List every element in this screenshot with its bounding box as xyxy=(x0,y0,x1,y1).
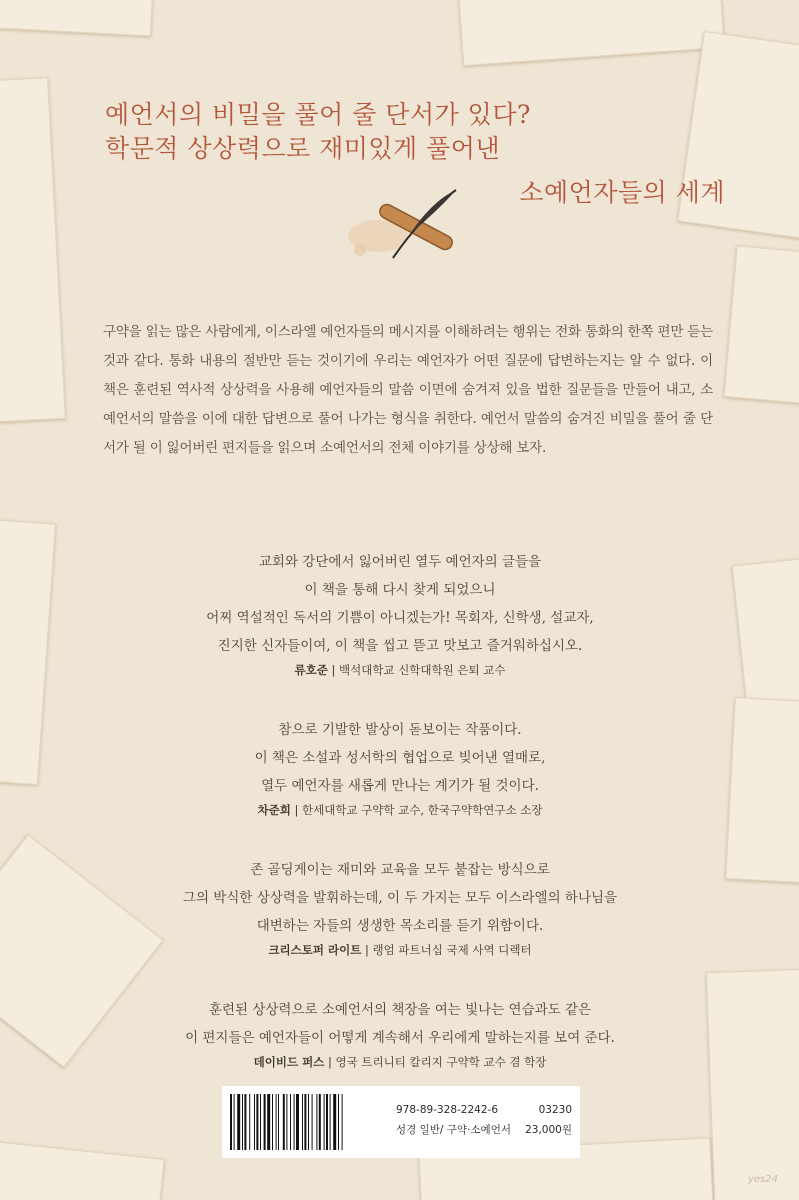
endorser-affiliation: 백석대학교 신학대학원 은퇴 교수 xyxy=(339,663,506,677)
endorsement xyxy=(80,996,720,1070)
endorser-name: 데이비드 퍼스 xyxy=(253,1055,325,1069)
endorser-attribution: 류호준 | 백석대학교 신학대학원 은퇴 교수 xyxy=(294,663,506,677)
quote-line: 이 책은 소설과 성서학의 협업으로 빚어낸 열매로, xyxy=(254,750,546,766)
book-price: 23,000원 xyxy=(525,1124,572,1136)
endorser-affiliation: 한세대학교 구약학 교수, 한국구약학연구소 소장 xyxy=(302,803,543,817)
quill-scroll-illustration xyxy=(338,186,468,276)
headline-line-1: 예언서의 비밀을 풀어 줄 단서가 있다? xyxy=(105,100,531,129)
quote-line: 열두 예언자를 새롭게 만나는 계기가 될 것이다. xyxy=(261,778,539,794)
isbn-info xyxy=(396,1100,572,1140)
endorsement xyxy=(80,548,720,678)
isbn-number: 978-89-328-2242-6 xyxy=(396,1104,499,1116)
quote-line: 훈련된 상상력으로 소예언서의 책장을 여는 빛나는 연습과도 같은 xyxy=(208,1002,592,1018)
endorser-name: 크리스토퍼 라이트 xyxy=(268,943,362,957)
quote-line: 참으로 기발한 발상이 돋보이는 작품이다. xyxy=(278,722,522,738)
barcode-panel xyxy=(222,1086,580,1158)
endorsements xyxy=(80,548,720,1108)
quote-line: 그의 박식한 상상력을 발휘하는데, 이 두 가지는 모두 이스라엘의 하나님을 xyxy=(182,890,618,906)
endorsement xyxy=(80,856,720,958)
quote-line: 이 책을 통해 다시 찾게 되었으니 xyxy=(304,582,496,598)
quote-line: 교회와 강단에서 잃어버린 열두 예언자의 글들을 xyxy=(258,554,542,570)
endorser-affiliation: 영국 트리니티 칼리지 구약학 교수 겸 학장 xyxy=(335,1055,547,1069)
additional-code: 03230 xyxy=(538,1104,572,1116)
quote-line: 어찌 역설적인 독서의 기쁨이 아니겠는가! 목회자, 신학생, 설교자, xyxy=(206,610,594,626)
endorser-attribution: 데이비드 퍼스 | 영국 트리니티 칼리지 구약학 교수 겸 학장 xyxy=(253,1055,547,1069)
book-category: 성경 일반/ 구약·소예언서 xyxy=(396,1124,511,1136)
quote-line: 대변하는 자들의 생생한 목소리를 듣기 위함이다. xyxy=(256,918,544,934)
watermark: yes24 xyxy=(748,1174,779,1185)
endorser-name: 류호준 xyxy=(294,663,328,677)
barcode-image xyxy=(230,1094,382,1150)
endorser-affiliation: 랭엄 파트너십 국제 사역 디렉터 xyxy=(372,943,532,957)
endorser-name: 차준희 xyxy=(257,803,291,817)
headline-line-3: 소예언자들의 세계 xyxy=(519,178,725,207)
quote-line: 이 편지들은 예언자들이 어떻게 계속해서 우리에게 말하는지를 보여 준다. xyxy=(185,1030,615,1046)
book-description: 구약을 읽는 많은 사람에게, 이스라엘 예언자들의 메시지를 이해하려는 행위는 전화 통화의 한쪽 편만 듣는 것과 같다. 통화 내용의 절반만 듣는 것이기에 우리는 예언자가 어떤 질문에 답변하는지는 알 수 없다. 이 책은 훈련된 역사적 상상력을 사용해 예언자들의 말씀 이면에 숨겨져 있을 법한 질문들을 만들어 내고, 소예언서의 말씀을 이에 대한 답변으로 풀어 나가는 형식을 취한다. 예언서 말씀의 숨겨진 비밀을 풀어 줄 단서가 될 이 잃어버린 편지들을 읽으며 소예언서의 전체 이야기를 상상해 보자. xyxy=(103,324,714,456)
quote-line: 진지한 신자들이여, 이 책을 씹고 뜯고 맛보고 즐거워하십시오. xyxy=(217,638,583,654)
endorsement xyxy=(80,716,720,818)
quote-line: 존 골딩게이는 재미와 교육을 모두 붙잡는 방식으로 xyxy=(250,862,550,878)
endorser-attribution: 차준희 | 한세대학교 구약학 교수, 한국구약학연구소 소장 xyxy=(257,803,543,817)
endorser-attribution: 크리스토퍼 라이트 | 랭엄 파트너십 국제 사역 디렉터 xyxy=(268,943,532,957)
headline-line-2: 학문적 상상력으로 재미있게 풀어낸 xyxy=(105,134,501,163)
